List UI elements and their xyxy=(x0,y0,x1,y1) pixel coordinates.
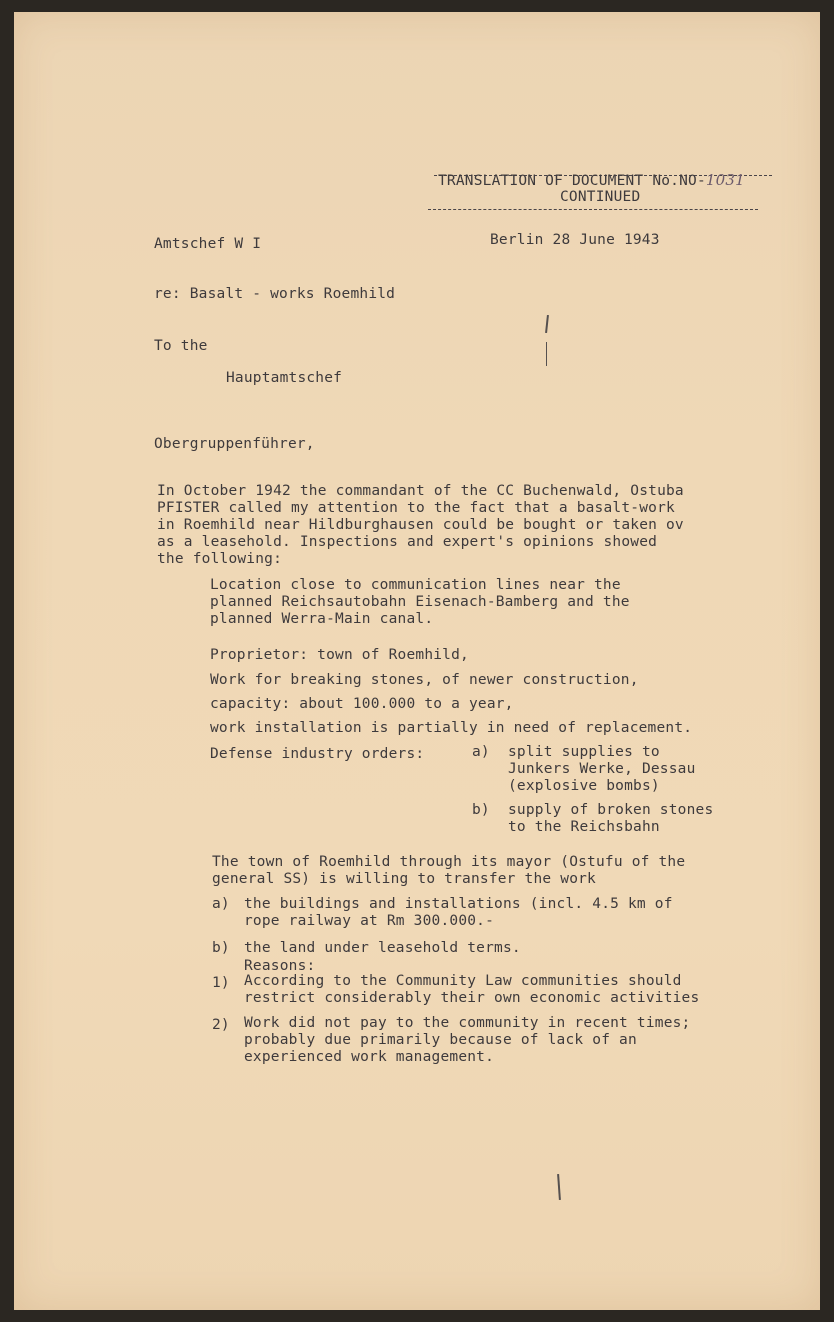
intro-line: In October 1942 the commandant of the CC Buchenwald, Ostuba xyxy=(157,483,684,499)
header-rule-bottom xyxy=(428,209,758,210)
defense-a-label: a) xyxy=(472,744,490,760)
salutation: Obergruppenführer, xyxy=(154,436,315,452)
transfer-a-label: a) xyxy=(212,896,230,912)
addressee-to: To the xyxy=(154,338,208,354)
transfer-b-label: b) xyxy=(212,940,230,956)
header-title: TRANSLATION OF DOCUMENT No.NO- xyxy=(438,173,706,189)
reason-2-line: Work did not pay to the community in recent times; xyxy=(244,1015,691,1031)
intro-line: the following: xyxy=(157,551,283,567)
reason-2-line: probably due primarily because of lack of an xyxy=(244,1032,637,1048)
reason-2-line: experienced work management. xyxy=(244,1049,495,1065)
reasons-label: Reasons: xyxy=(244,958,316,974)
defense-b-label: b) xyxy=(472,802,490,818)
subject-line: re: Basalt - works Roemhild xyxy=(154,286,396,302)
header-title-line xyxy=(438,172,745,190)
transfer-b-line: the land under leasehold terms. xyxy=(244,940,521,956)
location-line: planned Werra-Main canal. xyxy=(210,611,434,627)
town-line: The town of Roemhild through its mayor (Ostufu of the xyxy=(212,854,686,870)
pencil-mark xyxy=(557,1174,561,1200)
town-line: general SS) is willing to transfer the work xyxy=(212,871,596,887)
reason-1-line: According to the Community Law communities should xyxy=(244,973,682,989)
handwritten-doc-number: 1031 xyxy=(705,171,745,189)
pencil-mark xyxy=(545,315,549,333)
intro-line: in Roemhild near Hildburghausen could be bought or taken ov xyxy=(157,517,684,533)
transfer-a-line: the buildings and installations (incl. 4.5 km of xyxy=(244,896,673,912)
addressee-title: Hauptamtschef xyxy=(226,370,343,386)
sender-office: Amtschef W I xyxy=(154,236,262,252)
reason-1-line: restrict considerably their own economic activities xyxy=(244,990,700,1006)
pencil-mark xyxy=(546,342,547,366)
defense-b-line: supply of broken stones xyxy=(508,802,714,818)
fact-line: capacity: about 100.000 to a year, xyxy=(210,696,514,712)
defense-a-line: Junkers Werke, Dessau xyxy=(508,761,696,777)
defense-label: Defense industry orders: xyxy=(210,746,425,762)
reason-1-label: 1) xyxy=(212,975,230,991)
header-continued: CONTINUED xyxy=(560,189,641,205)
defense-b-line: to the Reichsbahn xyxy=(508,819,660,835)
reason-2-label: 2) xyxy=(212,1017,230,1033)
defense-a-line: (explosive bombs) xyxy=(508,778,660,794)
location-line: Location close to communication lines near the xyxy=(210,577,621,593)
intro-line: PFISTER called my attention to the fact that a basalt-work xyxy=(157,500,675,516)
location-line: planned Reichsautobahn Eisenach-Bamberg and the xyxy=(210,594,630,610)
intro-line: as a leasehold. Inspections and expert's opinions showed xyxy=(157,534,658,550)
document-page xyxy=(14,12,820,1310)
fact-line: Work for breaking stones, of newer construction, xyxy=(210,672,639,688)
fact-line: work installation is partially in need of replacement. xyxy=(210,720,693,736)
defense-a-line: split supplies to xyxy=(508,744,660,760)
place-date: Berlin 28 June 1943 xyxy=(490,232,660,248)
fact-line: Proprietor: town of Roemhild, xyxy=(210,647,469,663)
transfer-a-line: rope railway at Rm 300.000.- xyxy=(244,913,495,929)
